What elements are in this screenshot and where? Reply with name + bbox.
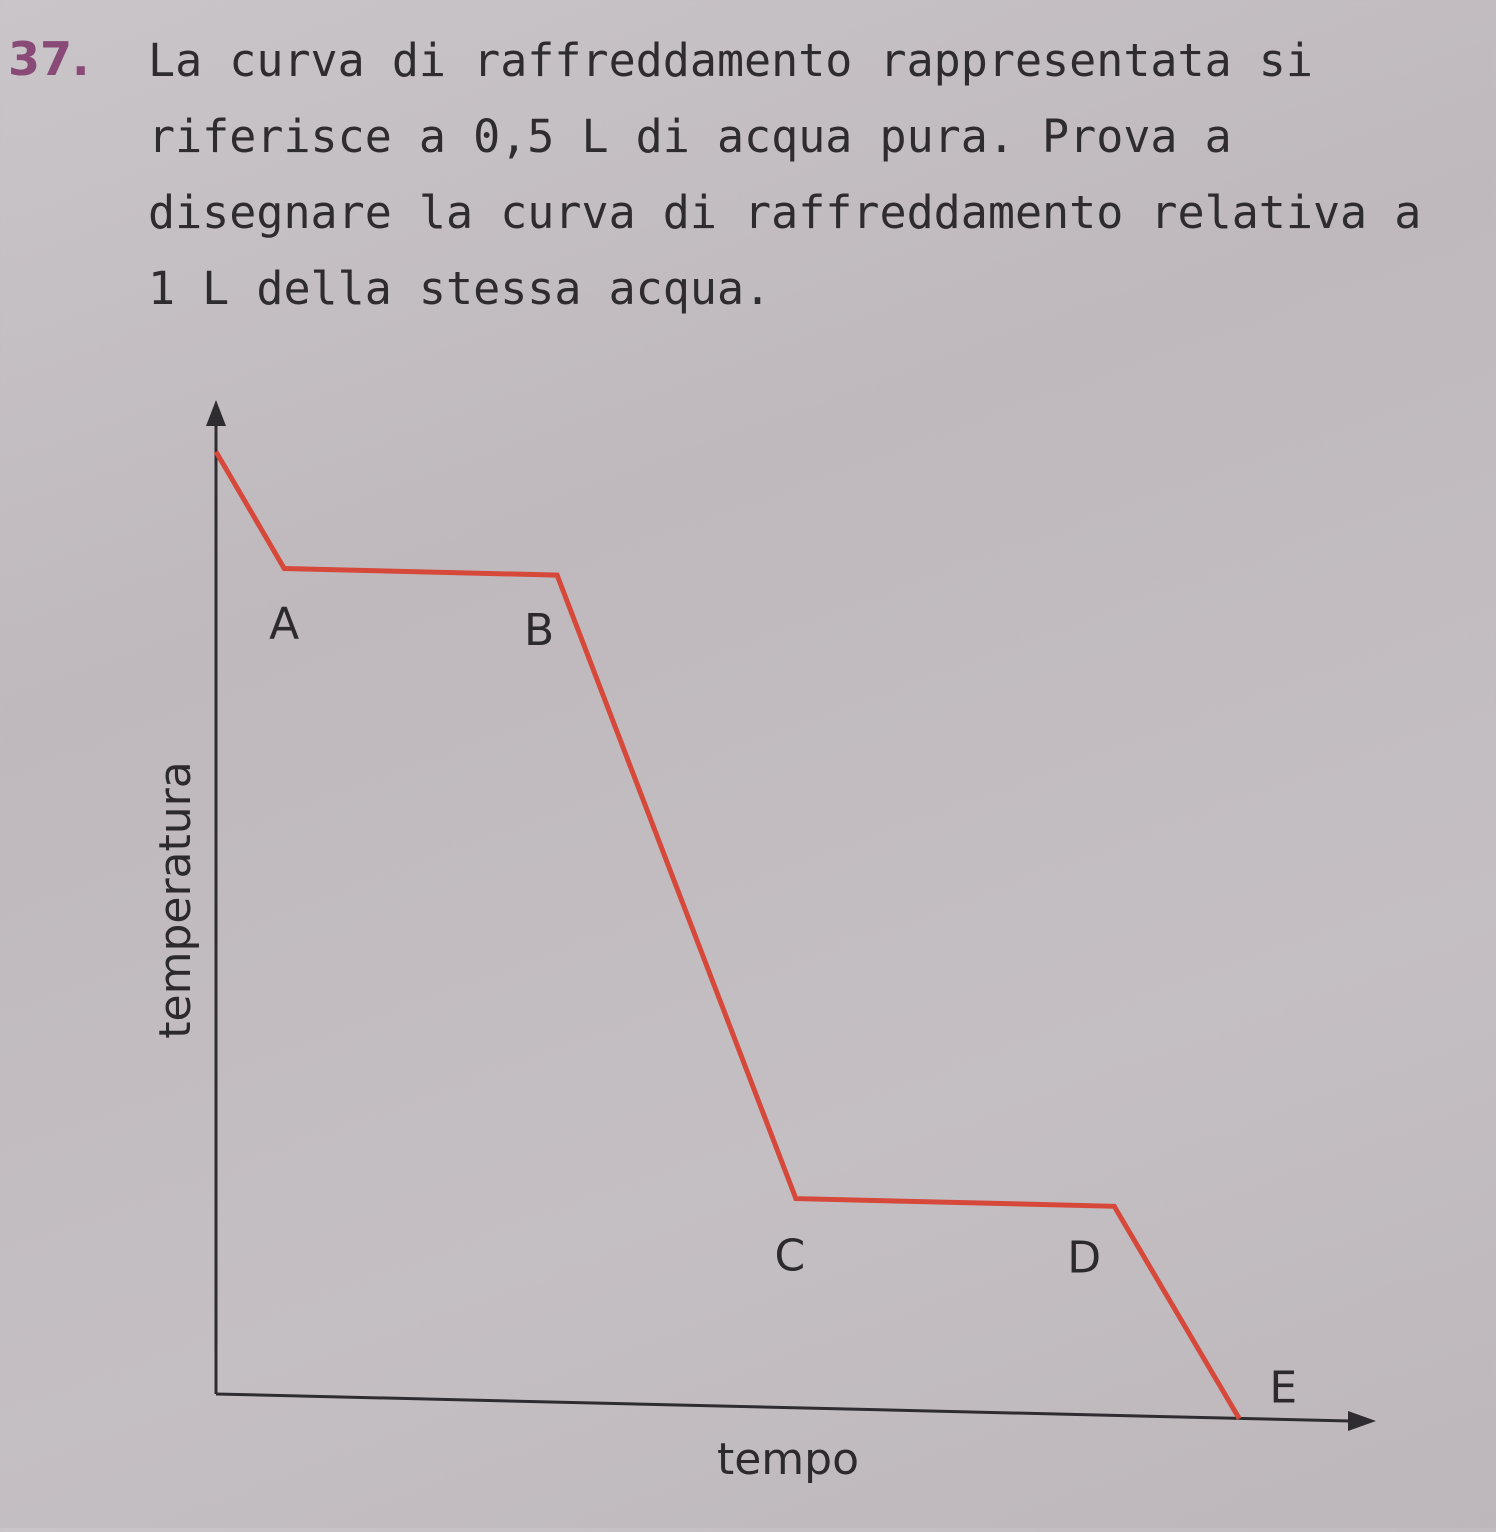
point-label-b: B [524, 605, 555, 657]
x-axis-line [216, 1394, 1350, 1421]
point-label-a: A [269, 598, 300, 650]
point-label-c: C [774, 1230, 806, 1282]
exercise-line-1: La curva di raffreddamento rappresentata si [148, 34, 1313, 87]
point-label-e: E [1269, 1362, 1298, 1414]
exercise-line-2: riferisce a 0,5 L di acqua pura. Prova a [148, 110, 1232, 163]
exercise-line-3: disegnare la curva di raffreddamento relativa a [148, 186, 1422, 239]
x-axis-label: tempo [716, 1434, 860, 1485]
chart-labels [150, 599, 1297, 1485]
y-axis-label: temperatura [150, 761, 201, 1039]
exercise-line-4: 1 L della stessa acqua. [148, 262, 772, 315]
exercise-number: 37. [8, 32, 90, 86]
x-axis-arrow [1348, 1411, 1376, 1431]
point-label-d: D [1067, 1232, 1102, 1284]
y-axis-arrow [206, 400, 226, 426]
